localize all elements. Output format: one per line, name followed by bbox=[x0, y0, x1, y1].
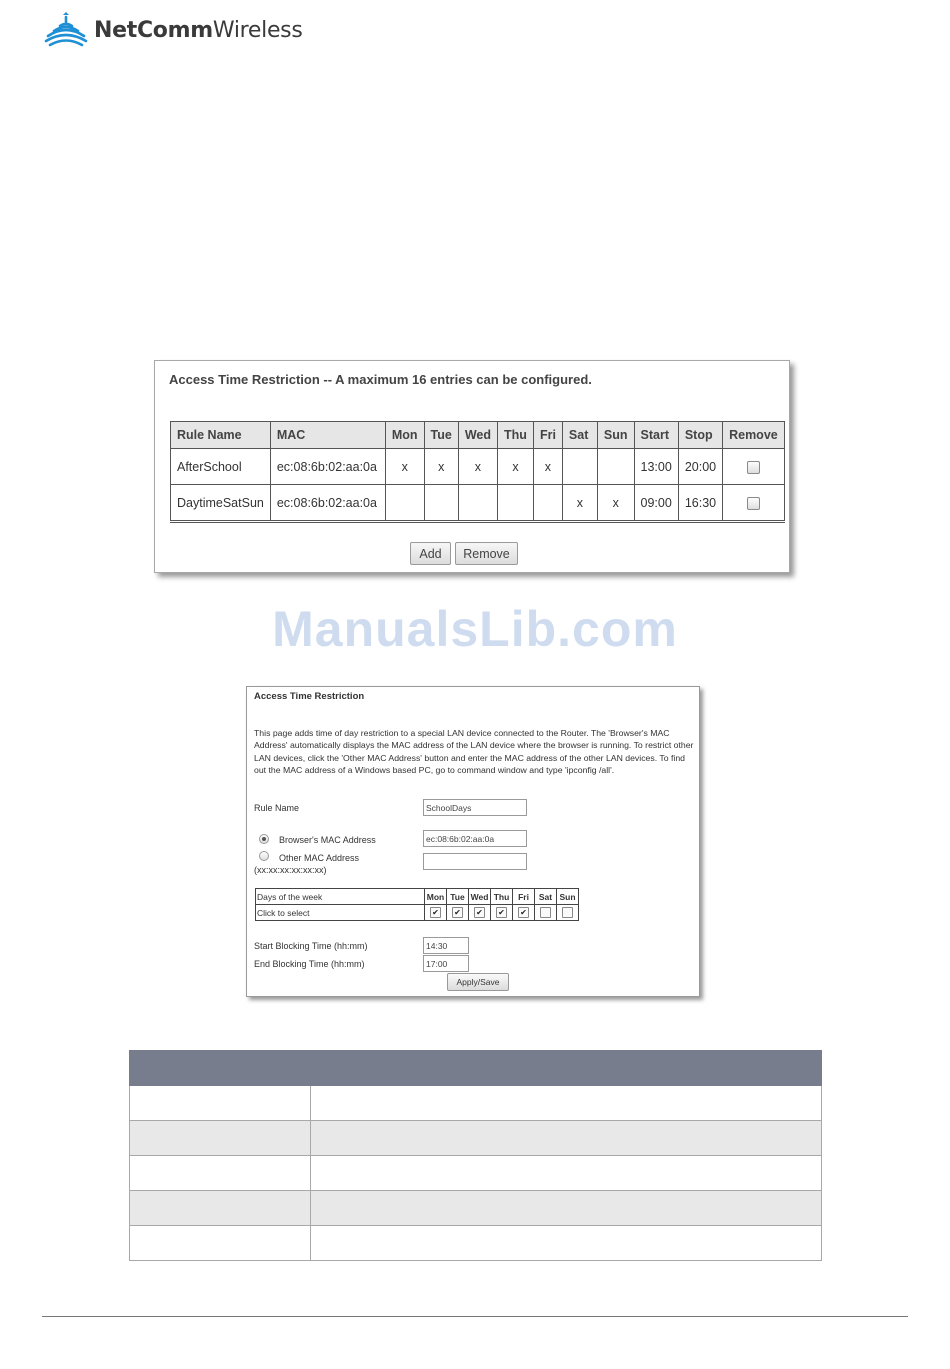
start-cell: 09:00 bbox=[634, 485, 678, 522]
sat-cell bbox=[562, 449, 597, 485]
table-row bbox=[130, 1226, 822, 1261]
col-fri: Fri bbox=[533, 422, 562, 449]
day-sat: Sat bbox=[535, 889, 557, 905]
end-time-input[interactable]: 17:00 bbox=[423, 955, 469, 972]
col-stop: Stop bbox=[678, 422, 722, 449]
sun-cell bbox=[597, 449, 634, 485]
wed-cell: x bbox=[458, 449, 497, 485]
rule-name-input[interactable]: SchoolDays bbox=[423, 799, 527, 816]
watermark: ManualsLib.com bbox=[272, 601, 678, 657]
col-thu: Thu bbox=[498, 422, 534, 449]
col-tue: Tue bbox=[424, 422, 458, 449]
other-mac-input[interactable] bbox=[423, 853, 527, 870]
rule-name-cell: AfterSchool bbox=[171, 449, 271, 485]
day-fri: Fri bbox=[513, 889, 535, 905]
fri-checkbox[interactable]: ✔ bbox=[518, 907, 529, 918]
remove-button[interactable]: Remove bbox=[455, 542, 518, 565]
thu-cell bbox=[498, 485, 534, 522]
tue-checkbox[interactable]: ✔ bbox=[452, 907, 463, 918]
list-title: Access Time Restriction -- A maximum 16 entries can be configured. bbox=[169, 372, 592, 387]
table-row bbox=[171, 449, 785, 485]
table-row bbox=[130, 1156, 822, 1191]
day-sun: Sun bbox=[557, 889, 579, 905]
other-mac-label: Other MAC Address bbox=[279, 853, 360, 863]
day-tue: Tue bbox=[447, 889, 469, 905]
start-time-input[interactable]: 14:30 bbox=[423, 937, 469, 954]
col-remove: Remove bbox=[723, 422, 785, 449]
settings-header-row bbox=[130, 1051, 822, 1086]
sun-checkbox[interactable] bbox=[562, 907, 573, 918]
form-description: This page adds time of day restriction to a special LAN device connected to the Router. The 'Browser's MAC Address' automatically displays the MAC address of the LAN device where the browser is running. To restrict other LAN devices, click the 'Other MAC Address' button and enter the MAC address of the other LAN devices. To find out the MAC address of a Windows based PC, go to command window and type 'ipconfig /all'. bbox=[254, 728, 694, 775]
other-mac-hint: (xx:xx:xx:xx:xx:xx) bbox=[254, 865, 327, 875]
mon-checkbox[interactable]: ✔ bbox=[430, 907, 441, 918]
access-time-restriction-list bbox=[154, 360, 790, 573]
table-row bbox=[171, 485, 785, 522]
remove-checkbox[interactable] bbox=[747, 461, 760, 474]
thu-checkbox[interactable]: ✔ bbox=[496, 907, 507, 918]
table-row bbox=[130, 1121, 822, 1156]
tue-cell bbox=[424, 485, 458, 522]
apply-save-button[interactable]: Apply/Save bbox=[447, 973, 509, 991]
days-select-row bbox=[256, 905, 579, 921]
browser-mac-radio[interactable] bbox=[259, 834, 269, 844]
col-mon: Mon bbox=[385, 422, 424, 449]
col-sun: Sun bbox=[597, 422, 634, 449]
mon-cell: x bbox=[385, 449, 424, 485]
start-time-label: Start Blocking Time (hh:mm) bbox=[254, 941, 368, 951]
fri-cell bbox=[533, 485, 562, 522]
col-sat: Sat bbox=[562, 422, 597, 449]
wed-checkbox[interactable]: ✔ bbox=[474, 907, 485, 918]
day-wed: Wed bbox=[469, 889, 491, 905]
rules-header-row bbox=[171, 422, 785, 449]
col-mac: MAC bbox=[270, 422, 385, 449]
settings-table bbox=[129, 1050, 822, 1261]
rule-name-label: Rule Name bbox=[254, 803, 300, 813]
sat-cell: x bbox=[562, 485, 597, 522]
day-thu: Thu bbox=[491, 889, 513, 905]
other-mac-radio[interactable] bbox=[259, 851, 269, 861]
col-wed: Wed bbox=[458, 422, 497, 449]
stop-cell: 20:00 bbox=[678, 449, 722, 485]
stop-cell: 16:30 bbox=[678, 485, 722, 522]
start-cell: 13:00 bbox=[634, 449, 678, 485]
days-header-row bbox=[256, 889, 579, 905]
end-time-label: End Blocking Time (hh:mm) bbox=[254, 959, 365, 969]
mon-cell bbox=[385, 485, 424, 522]
col-start: Start bbox=[634, 422, 678, 449]
footer-divider bbox=[42, 1316, 908, 1317]
fri-cell: x bbox=[533, 449, 562, 485]
days-label: Days of the week bbox=[256, 889, 425, 905]
tue-cell: x bbox=[424, 449, 458, 485]
remove-cell bbox=[723, 449, 785, 485]
rules-table bbox=[170, 421, 785, 523]
days-table bbox=[255, 888, 579, 921]
thu-cell: x bbox=[498, 449, 534, 485]
browser-mac-label: Browser's MAC Address bbox=[279, 835, 376, 845]
remove-checkbox[interactable] bbox=[747, 497, 760, 510]
rule-name-cell: DaytimeSatSun bbox=[171, 485, 271, 522]
netcomm-logo bbox=[44, 8, 303, 52]
day-mon: Mon bbox=[425, 889, 447, 905]
form-title: Access Time Restriction bbox=[254, 691, 365, 702]
browser-mac-input[interactable]: ec:08:6b:02:aa:0a bbox=[423, 830, 527, 847]
brand-name: NetCommWireless bbox=[94, 17, 303, 43]
sat-checkbox[interactable] bbox=[540, 907, 551, 918]
mac-cell: ec:08:6b:02:aa:0a bbox=[270, 485, 385, 522]
mac-cell: ec:08:6b:02:aa:0a bbox=[270, 449, 385, 485]
table-row bbox=[130, 1191, 822, 1226]
sun-cell: x bbox=[597, 485, 634, 522]
click-label: Click to select bbox=[256, 905, 425, 921]
access-time-restriction-form bbox=[246, 686, 700, 997]
wed-cell bbox=[458, 485, 497, 522]
wifi-logo-icon bbox=[44, 12, 88, 48]
remove-cell bbox=[723, 485, 785, 522]
col-rule-name: Rule Name bbox=[171, 422, 271, 449]
add-button[interactable]: Add bbox=[410, 542, 451, 565]
table-row bbox=[130, 1086, 822, 1121]
